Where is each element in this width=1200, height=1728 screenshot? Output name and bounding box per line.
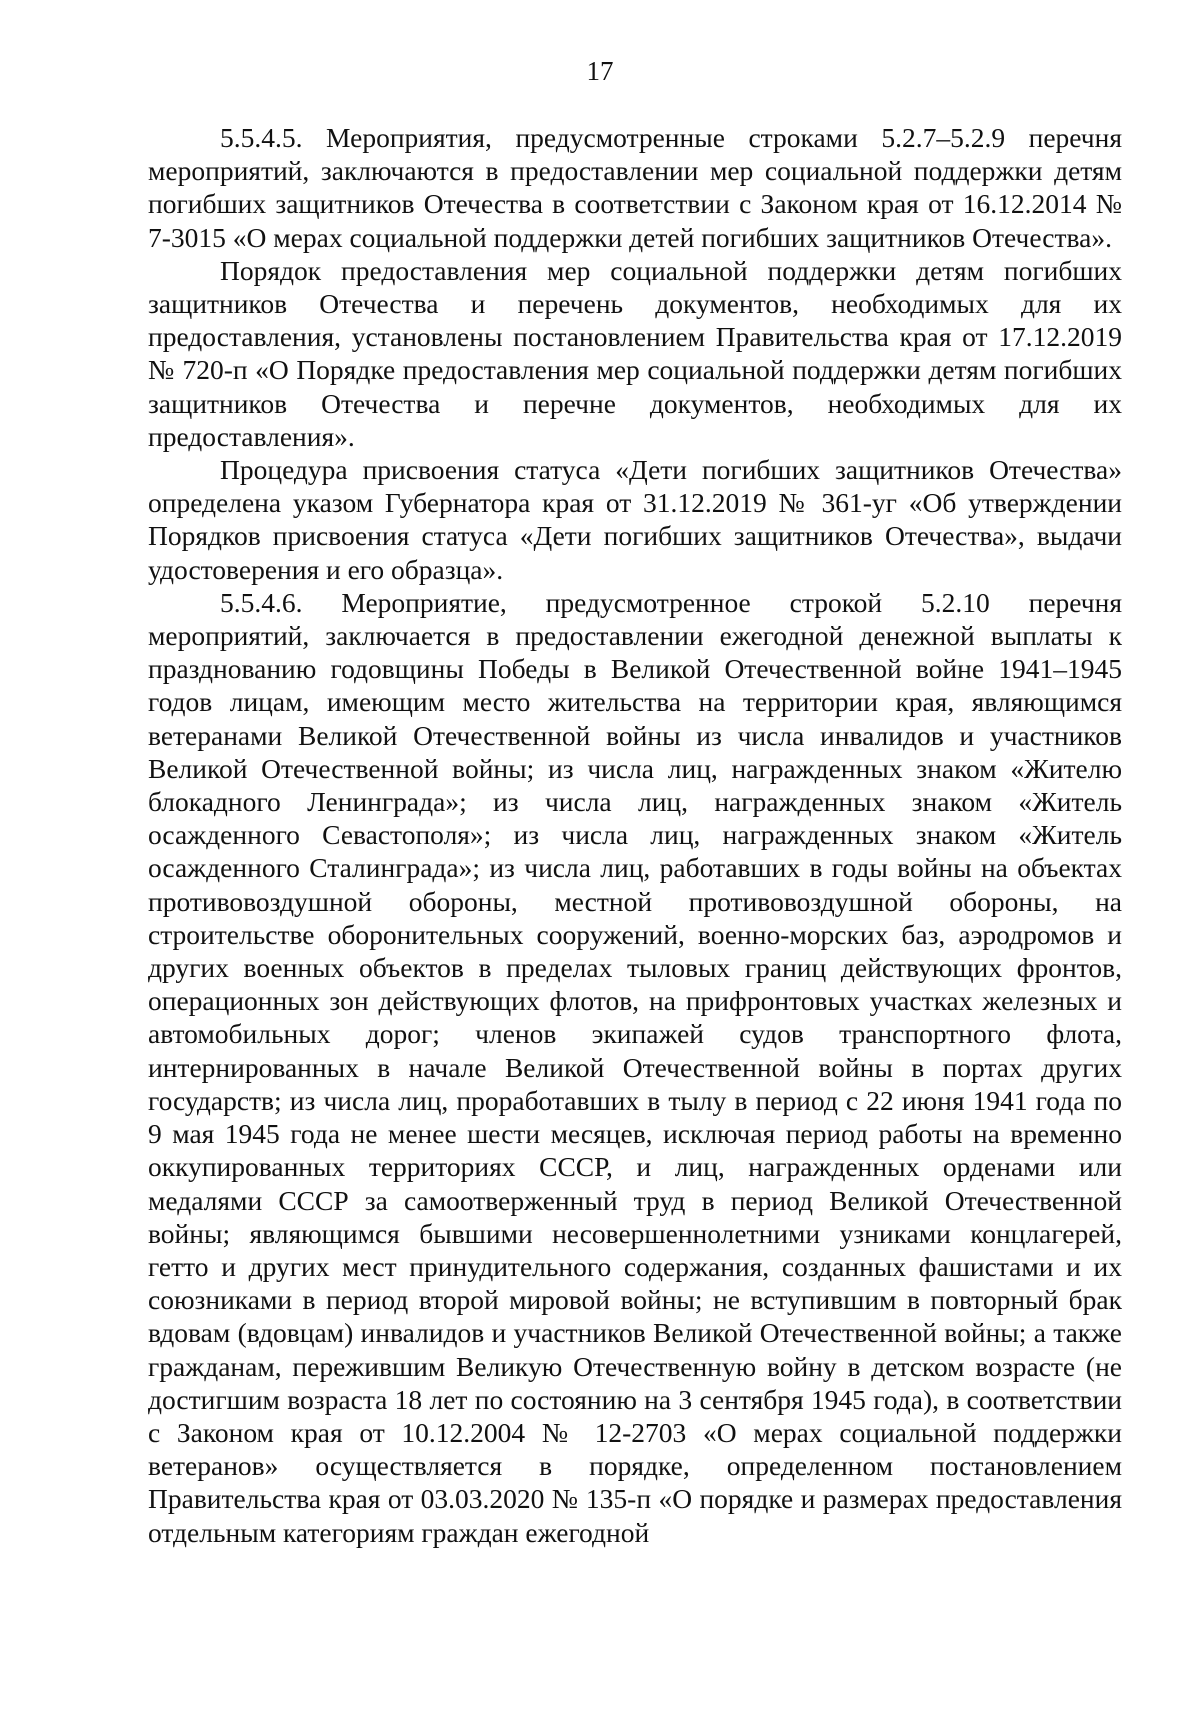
paragraph-procedure-order: Порядок предоставления мер социальной поддержки детям погибших защитников Отечества и перечень документов, необходимых для их предоставления, установлены постановлением Правительства края от 17.12.2019 № 720-п «О Порядке предоставления мер социальной поддержки детям погибших защитников Отечества и перечне документов, необходимых для их предоставления». [148, 254, 1122, 452]
paragraph-5-5-4-6: 5.5.4.6. Мероприятие, предусмотренное строкой 5.2.10 перечня мероприятий, заключается в предоставлении ежегодной денежной выплаты к празднованию годовщины Победы в Великой Отечественной войне 1941–1945 годов лицам, имеющим место жительства на территории края, являющимся ветеранами Великой Отечественной войны из числа инвалидов и участников Великой Отечественной войны; из числа лиц, награжденных знаком «Жителю блокадного Ленинграда»; из числа лиц, награжденных знаком «Житель осажденного Севастополя»; из числа лиц, награжденных знаком «Житель осажденного Сталинграда»; из числа лиц, работавших в годы войны на объектах противовоздушной обороны, местной противовоздушной обороны, на строительстве оборонительных сооружений, военно-морских баз, аэродромов и других военных объектов в пределах тыловых границ действующих фронтов, операционных зон действующих флотов, на прифронтовых участках железных и автомобильных дорог; членов экипажей судов транспортного флота, интернированных в начале Великой Отечественной войны в портах других государств; из числа лиц, проработавших в тылу в период с 22 июня 1941 года по 9 мая 1945 года не менее шести месяцев, исключая период работы на временно оккупированных территориях СССР, и лиц, награжденных орденами или медалями СССР за самоотверженный труд в период Великой Отечественной войны; являющимся бывшими несовершеннолетними узниками концлагерей, гетто и других мест принудительного содержания, созданных фашистами и их союзниками в период второй мировой войны; не вступившим в повторный брак вдовам (вдовцам) инвалидов и участников Великой Отечественной войны; а также гражданам, пережившим Великую Отечественную войну в детском возрасте (не достигшим возраста 18 лет по состоянию на 3 сентября 1945 года), в соответствии с Законом края от 10.12.2004 № 12-2703 «О мерах социальной поддержки ветеранов» осуществляется в порядке, определенном постановлением Правительства края от 03.03.2020 № 135-п «О порядке и размерах предоставления отдельным категориям граждан ежегодной [148, 586, 1122, 1548]
document-body [148, 121, 1122, 1549]
paragraph-5-5-4-5: 5.5.4.5. Мероприятия, предусмотренные строками 5.2.7–5.2.9 перечня мероприятий, заключаются в предоставлении мер социальной поддержки детям погибших защитников Отечества в соответствии с Законом края от 16.12.2014 № 7-3015 «О мерах социальной поддержки детей погибших защитников Отечества». [148, 122, 1122, 253]
paragraph-status-procedure: Процедура присвоения статуса «Дети погибших защитников Отечества» определена указом Губернатора края от 31.12.2019 № 361-уг «Об утверждении Порядков присвоения статуса «Дети погибших защитников Отечества», выдачи удостоверения и его образца». [148, 454, 1122, 585]
page-number: 17 [586, 56, 614, 86]
